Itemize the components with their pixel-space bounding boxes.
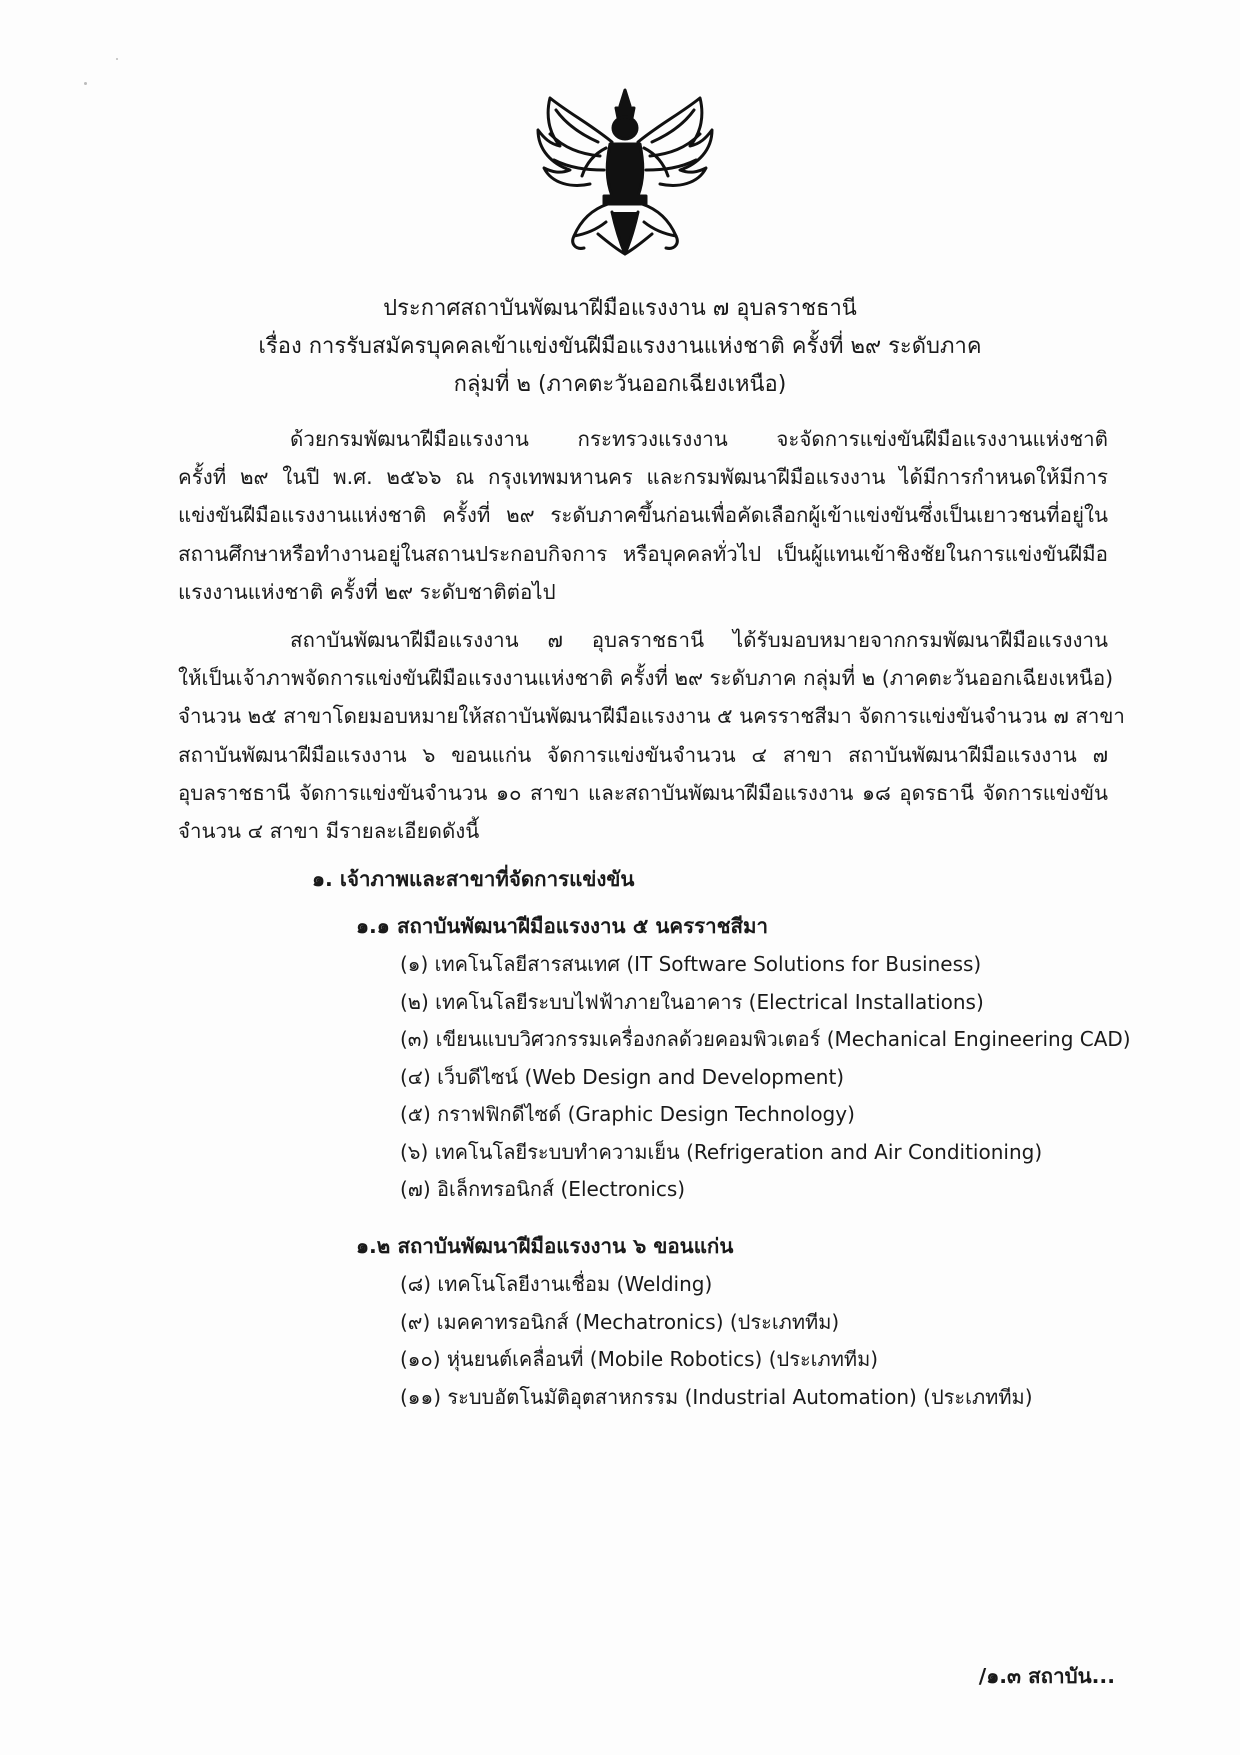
- scan-speck: [116, 58, 118, 60]
- announcement-title: [0, 290, 1240, 404]
- list-item: (๖) เทคโนโลยีระบบทำความเย็น (Refrigeration and Air Conditioning): [400, 1139, 1043, 1164]
- paragraph-line: แข่งขันฝีมือแรงงานแห่งชาติ ครั้งที่ ๒๙ ระดับภาคขึ้นก่อนเพื่อคัดเลือกผู้เข้าแข่งขันซึ่งเป็นเยาวชนที่อยู่ใน: [178, 503, 1108, 528]
- paragraph-line: สถาบันพัฒนาฝีมือแรงงาน ๗ อุบลราชธานี ได้รับมอบหมายจากกรมพัฒนาฝีมือแรงงาน: [290, 628, 1108, 652]
- paragraph-line: อุบลราชธานี จัดการแข่งขันจำนวน ๑๐ สาขา และสถาบันพัฒนาฝีมือแรงงาน ๑๘ อุดรธานี จัดการแข่งขัน: [178, 780, 1108, 805]
- paragraph-line: แรงงานแห่งชาติ ครั้งที่ ๒๙ ระดับชาติต่อไป: [178, 579, 556, 604]
- list-item: (๙) เมคคาทรอนิกส์ (Mechatronics) (ประเภททีม): [400, 1309, 840, 1334]
- list-item: (๕) กราฟฟิกดีไซด์ (Graphic Design Technology): [400, 1102, 855, 1126]
- subsection-1-2-list: [400, 1266, 1033, 1416]
- page-continuation: /๑.๓ สถาบัน...: [978, 1664, 1115, 1688]
- list-item: (๑๑) ระบบอัตโนมัติอุตสาหกรรม (Industrial Automation) (ประเภททีม): [400, 1384, 1033, 1409]
- paragraph-1: [178, 420, 1108, 611]
- title-line-1: ประกาศสถาบันพัฒนาฝีมือแรงงาน ๗ อุบลราชธานี: [383, 296, 857, 321]
- list-item: (๑) เทคโนโลยีสารสนเทศ (IT Software Solutions for Business): [400, 952, 982, 976]
- list-item: (๘) เทคโนโลยีงานเชื่อม (Welding): [400, 1272, 713, 1296]
- subsection-1-1-heading: ๑.๑ สถาบันพัฒนาฝีมือแรงงาน ๕ นครราชสีมา: [356, 914, 769, 938]
- paragraph-line: ครั้งที่ ๒๙ ในปี พ.ศ. ๒๕๖๖ ณ กรุงเทพมหานคร และกรมพัฒนาฝีมือแรงงาน ได้มีการกำหนดให้มีการ: [178, 465, 1108, 490]
- list-item: (๒) เทคโนโลยีระบบไฟฟ้าภายในอาคาร (Electrical Installations): [400, 989, 984, 1014]
- paragraph-line: จำนวน ๒๕ สาขาโดยมอบหมายให้สถาบันพัฒนาฝีมือแรงงาน ๕ นครราชสีมา จัดการแข่งขันจำนวน ๗ สาขา: [178, 704, 1125, 729]
- list-item: (๔) เว็บดีไซน์ (Web Design and Development): [400, 1064, 845, 1089]
- subsection-1-1-list: [400, 946, 1131, 1209]
- title-line-3: กลุ่มที่ ๒ (ภาคตะวันออกเฉียงเหนือ): [453, 372, 787, 397]
- garuda-emblem-icon: [520, 84, 730, 259]
- subsection-1-2-heading: ๑.๒ สถาบันพัฒนาฝีมือแรงงาน ๖ ขอนแก่น: [356, 1234, 734, 1258]
- scan-speck: [84, 82, 87, 85]
- section-1-heading: ๑. เจ้าภาพและสาขาที่จัดการแข่งขัน: [312, 867, 635, 891]
- list-item: (๓) เขียนแบบวิศวกรรมเครื่องกลด้วยคอมพิวเตอร์ (Mechanical Engineering CAD): [400, 1027, 1131, 1051]
- title-line-2: เรื่อง การรับสมัครบุคคลเข้าแข่งขันฝีมือแรงงานแห่งชาติ ครั้งที่ ๒๙ ระดับภาค: [258, 334, 982, 359]
- paragraph-line: จำนวน ๔ สาขา มีรายละเอียดดังนี้: [178, 819, 480, 844]
- list-item: (๑๐) หุ่นยนต์เคลื่อนที่ (Mobile Robotics) (ประเภททีม): [400, 1347, 879, 1371]
- paragraph-line: ด้วยกรมพัฒนาฝีมือแรงงาน กระทรวงแรงงาน จะจัดการแข่งขันฝีมือแรงงานแห่งชาติ: [290, 427, 1108, 451]
- list-item: (๗) อิเล็กทรอนิกส์ (Electronics): [400, 1177, 686, 1201]
- paragraph-line: สถาบันพัฒนาฝีมือแรงงาน ๖ ขอนแก่น จัดการแข่งขันจำนวน ๔ สาขา สถาบันพัฒนาฝีมือแรงงาน ๗: [178, 742, 1108, 767]
- paragraph-2: [178, 621, 1125, 850]
- paragraph-line: สถานศึกษาหรือทำงานอยู่ในสถานประกอบกิจการ หรือบุคคลทั่วไป เป็นผู้แทนเข้าชิงชัยในการแข่งขันฝีมือ: [178, 541, 1108, 566]
- paragraph-line: ให้เป็นเจ้าภาพจัดการแข่งขันฝีมือแรงงานแห่งชาติ ครั้งที่ ๒๙ ระดับภาค กลุ่มที่ ๒ (ภาคตะวันออกเฉียงเหนือ): [178, 666, 1114, 691]
